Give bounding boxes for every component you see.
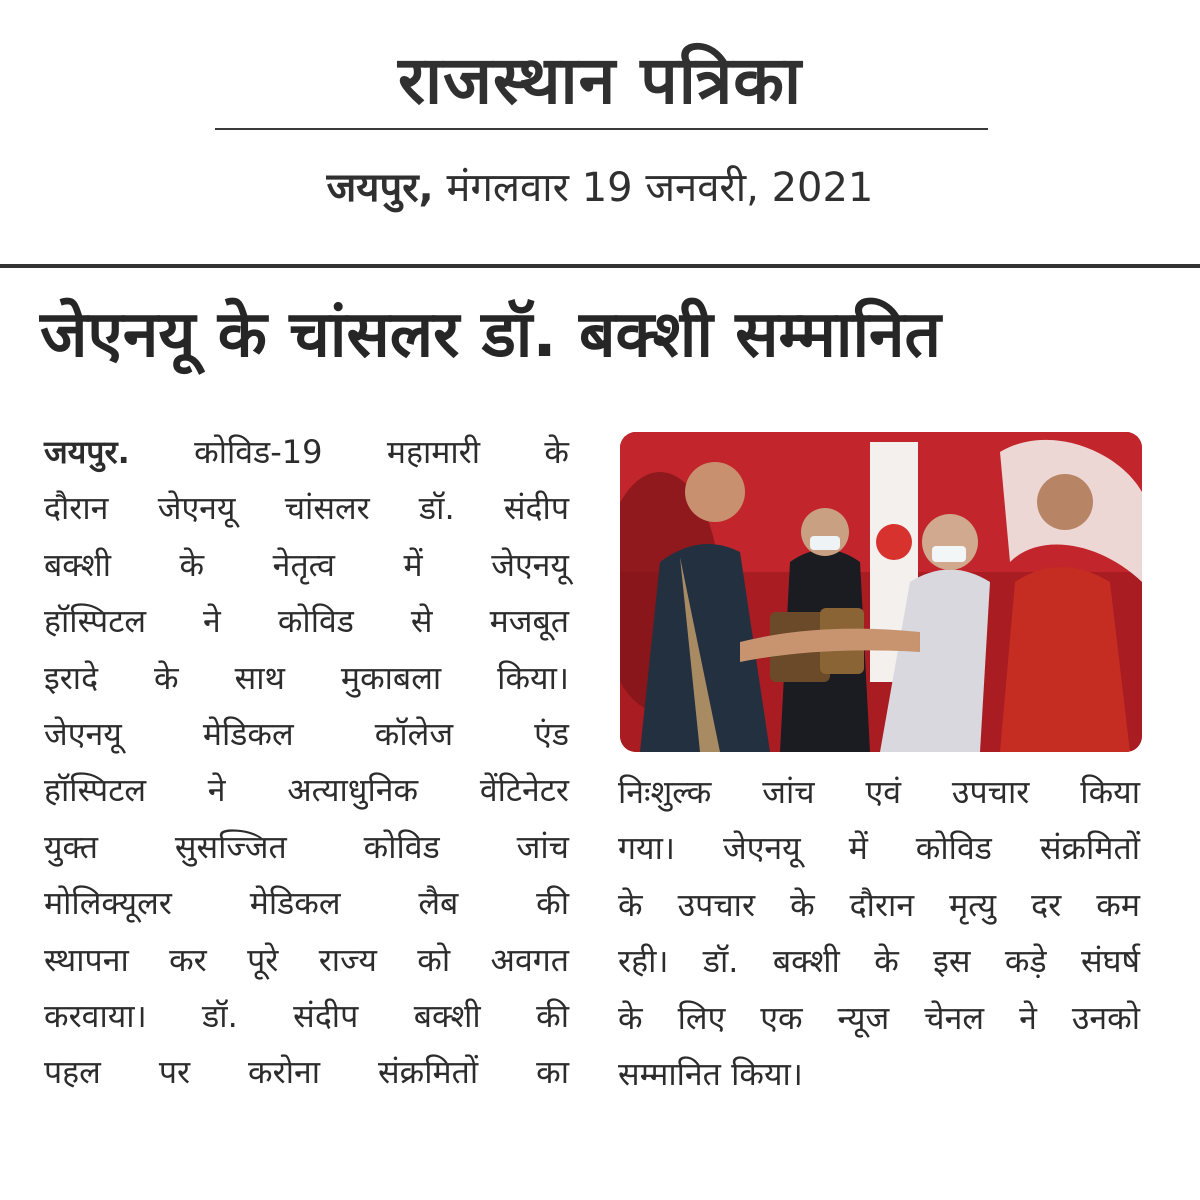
article-line: के लिए एक न्यूज चेनल ने उनको	[618, 998, 1140, 1037]
article-line: निःशुल्क जांच एवं उपचार किया	[618, 773, 1140, 811]
masthead-city: जयपुर,	[326, 165, 434, 211]
article-line: करवाया। डॉ. संदीप बक्शी की	[44, 997, 569, 1036]
article-line: हॉस्पिटल ने कोविड से मजबूत	[44, 602, 569, 641]
article-line: बक्शी के नेतृत्व में जेएनयू	[44, 545, 569, 584]
article-line	[44, 424, 569, 480]
award-ceremony-photo	[620, 432, 1142, 752]
article-line: सम्मानित किया।	[618, 1055, 803, 1094]
article-line: मोलिक्यूलर मेडिकल लैब की	[44, 884, 569, 923]
newspaper-name: राजस्थान पत्रिका	[397, 42, 803, 119]
article-headline: जेएनयू के चांसलर डॉ. बक्शी सम्मानित	[40, 298, 942, 372]
article-line: रही। डॉ. बक्शी के इस कड़े संघर्ष	[618, 942, 1140, 981]
article-line: गया। जेएनयू में कोविड संक्रमितों	[618, 829, 1140, 868]
masthead-rule	[215, 128, 988, 130]
article-column-left	[44, 424, 569, 1101]
article-column-right	[618, 764, 1140, 1102]
article-line: इरादे के साथ मुकाबला किया।	[44, 658, 569, 697]
article-line-text: कोविड-19 महामारी के	[194, 433, 570, 471]
masthead	[0, 0, 1200, 268]
masthead-dateline	[0, 165, 1200, 211]
article-line: स्थापना कर पूरे राज्य को अवगत	[44, 940, 569, 979]
article-line: दौरान जेएनयू चांसलर डॉ. संदीप	[44, 489, 569, 528]
article-line: जेएनयू मेडिकल कॉलेज एंड	[44, 715, 569, 754]
article-line: पहल पर करोना संक्रमितों का	[44, 1053, 569, 1092]
article-line: के उपचार के दौरान मृत्यु दर कम	[618, 885, 1140, 924]
article-dateline: जयपुर.	[44, 433, 130, 471]
article-line: युक्त सुसज्जित कोविड जांच	[44, 827, 569, 866]
masthead-date: मंगलवार 19 जनवरी, 2021	[446, 165, 874, 211]
article-line: हॉस्पिटल ने अत्याधुनिक वेंटिनेटर	[44, 771, 569, 810]
photo-illustration	[620, 432, 1142, 752]
